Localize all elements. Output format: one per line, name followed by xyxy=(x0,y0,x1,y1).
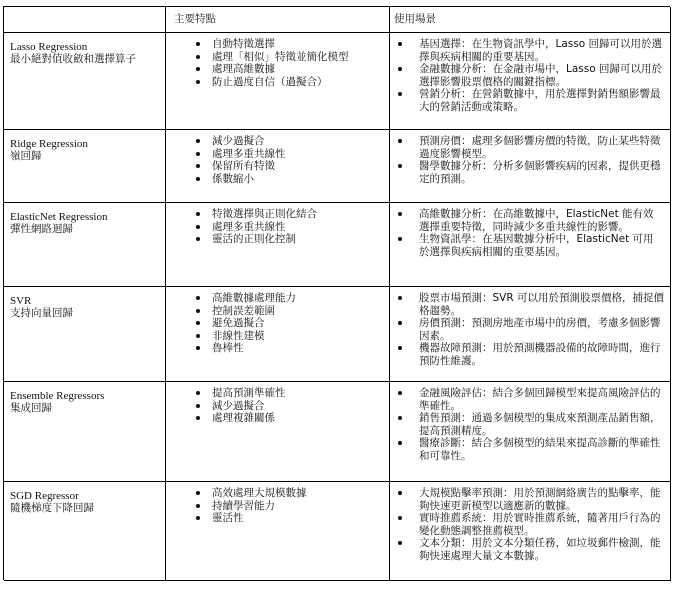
feature-item: 處理「相似」特徵並簡化模型 xyxy=(166,51,385,64)
feature-item: 非線性建模 xyxy=(166,330,385,343)
scenarios-list xyxy=(390,387,664,462)
features-cell xyxy=(166,382,390,482)
scenarios-list xyxy=(390,487,664,562)
scenario-item: 大規模點擊率預測：用於預測網絡廣告的點擊率，能夠快速更新模型以適應新的數據。 xyxy=(390,487,664,512)
scenario-item: 金融風險評估：結合多個回歸模型來提高風險評估的準確性。 xyxy=(390,387,664,412)
scenarios-list xyxy=(390,38,664,113)
features-cell xyxy=(166,482,390,581)
feature-item: 靈活性 xyxy=(166,512,385,525)
scenarios-cell xyxy=(390,203,671,287)
scenario-item: 醫學數據分析：分析多個影響疾病的因素，提供更穩定的預測。 xyxy=(390,160,664,185)
features-cell xyxy=(166,287,390,382)
scenario-item: 預測房價：處理多個影響房價的特徵，防止某些特徵過度影響模型。 xyxy=(390,135,664,160)
scenarios-list xyxy=(390,292,664,367)
model-name-cell xyxy=(4,203,166,287)
scenario-item: 股票市場預測：SVR 可以用於預測股票價格，捕捉價格趨勢。 xyxy=(390,292,664,317)
scenarios-cell xyxy=(390,130,671,203)
feature-item: 保留所有特徵 xyxy=(166,160,385,173)
scenarios-cell xyxy=(390,482,671,581)
feature-item: 提高預測準確性 xyxy=(166,387,385,400)
regression-comparison-table xyxy=(3,6,670,580)
scenarios-cell xyxy=(390,33,671,130)
feature-item: 靈活的正則化控制 xyxy=(166,233,385,246)
model-name-cell xyxy=(4,287,166,382)
scenario-item: 醫療診斷：結合多個模型的結果來提高診斷的準確性和可靠性。 xyxy=(390,437,664,462)
feature-item: 高效處理大規模數據 xyxy=(166,487,385,500)
features-list xyxy=(166,208,385,246)
model-name-en: Lasso Regression xyxy=(10,41,88,53)
model-name-cell xyxy=(4,382,166,482)
feature-item: 減少過擬合 xyxy=(166,400,385,413)
scenarios-list xyxy=(390,208,664,258)
model-name-en: Ridge Regression xyxy=(10,138,88,150)
scenario-item: 基因選擇：在生物資訊學中，Lasso 回歸可以用於選擇與疾病相關的重要基因。 xyxy=(390,38,664,63)
feature-item: 避免過擬合 xyxy=(166,317,385,330)
feature-item: 防止過度自信（過擬合） xyxy=(166,76,385,89)
scenario-item: 房價預測：預測房地產市場中的房價，考慮多個影響因素。 xyxy=(390,317,664,342)
scenario-item: 高維數據分析：在高維數據中，ElasticNet 能有效選擇重要特徵，同時減少多重共線性的影響。 xyxy=(390,208,664,233)
model-name-en: SGD Regressor xyxy=(10,490,79,502)
model-name-en: ElasticNet Regression xyxy=(10,211,108,223)
scenario-item: 實時推薦系統：用於實時推薦系統，隨著用戶行為的變化動態調整推薦模型。 xyxy=(390,512,664,537)
features-list xyxy=(166,38,385,88)
features-list xyxy=(166,292,385,355)
model-name-zh: 最小絕對值收斂和選擇算子 xyxy=(10,53,136,65)
scenario-item: 機器故障預測：用於預測機器設備的故障時間，進行預防性維護。 xyxy=(390,342,664,367)
scenarios-cell xyxy=(390,287,671,382)
features-list xyxy=(166,135,385,185)
scenario-item: 文本分類：用於文本分類任務，如垃圾郵件檢測，能夠快速處理大量文本數據。 xyxy=(390,537,664,562)
model-name-zh: 支持向量回歸 xyxy=(10,307,73,319)
feature-item: 控制誤差範圍 xyxy=(166,305,385,318)
feature-item: 魯棒性 xyxy=(166,342,385,355)
header-features: 主要特點 xyxy=(166,7,390,33)
features-list xyxy=(166,387,385,425)
feature-item: 持續學習能力 xyxy=(166,500,385,513)
feature-item: 高維數據處理能力 xyxy=(166,292,385,305)
scenarios-list xyxy=(390,135,664,185)
features-cell xyxy=(166,203,390,287)
feature-item: 係數縮小 xyxy=(166,173,385,186)
feature-item: 處理多重共線性 xyxy=(166,221,385,234)
model-name-en: SVR xyxy=(10,295,32,307)
model-name-cell xyxy=(4,482,166,581)
scenario-item: 生物資訊學：在基因數據分析中，ElasticNet 可用於選擇與疾病相關的重要基因。 xyxy=(390,233,664,258)
model-name-cell xyxy=(4,130,166,203)
scenario-item: 銷售預測：通過多個模型的集成來預測產品銷售額，提高預測精度。 xyxy=(390,412,664,437)
feature-item: 特徵選擇與正則化結合 xyxy=(166,208,385,221)
model-name-zh: 彈性網路迴歸 xyxy=(10,223,73,235)
features-cell xyxy=(166,33,390,130)
feature-item: 減少過擬合 xyxy=(166,135,385,148)
features-list xyxy=(166,487,385,525)
model-name-zh: 隨機梯度下降回歸 xyxy=(10,502,94,514)
model-name-cell xyxy=(4,33,166,130)
scenarios-cell xyxy=(390,382,671,482)
header-empty xyxy=(4,7,166,33)
feature-item: 處理高維數據 xyxy=(166,63,385,76)
scenario-item: 金融數據分析：在金融市場中，Lasso 回歸可以用於選擇影響股票價格的關鍵指標。 xyxy=(390,63,664,88)
feature-item: 處理複雜關係 xyxy=(166,412,385,425)
features-cell xyxy=(166,130,390,203)
feature-item: 自動特徵選擇 xyxy=(166,38,385,51)
model-name-zh: 集成回歸 xyxy=(10,402,52,414)
model-name-zh: 嶺回歸 xyxy=(10,150,42,162)
model-name-en: Ensemble Regressors xyxy=(10,390,105,402)
scenario-item: 營銷分析：在營銷數據中，用於選擇對銷售額影響最大的營銷活動或策略。 xyxy=(390,88,664,113)
header-scenarios: 使用場景 xyxy=(390,7,671,33)
feature-item: 處理多重共線性 xyxy=(166,148,385,161)
